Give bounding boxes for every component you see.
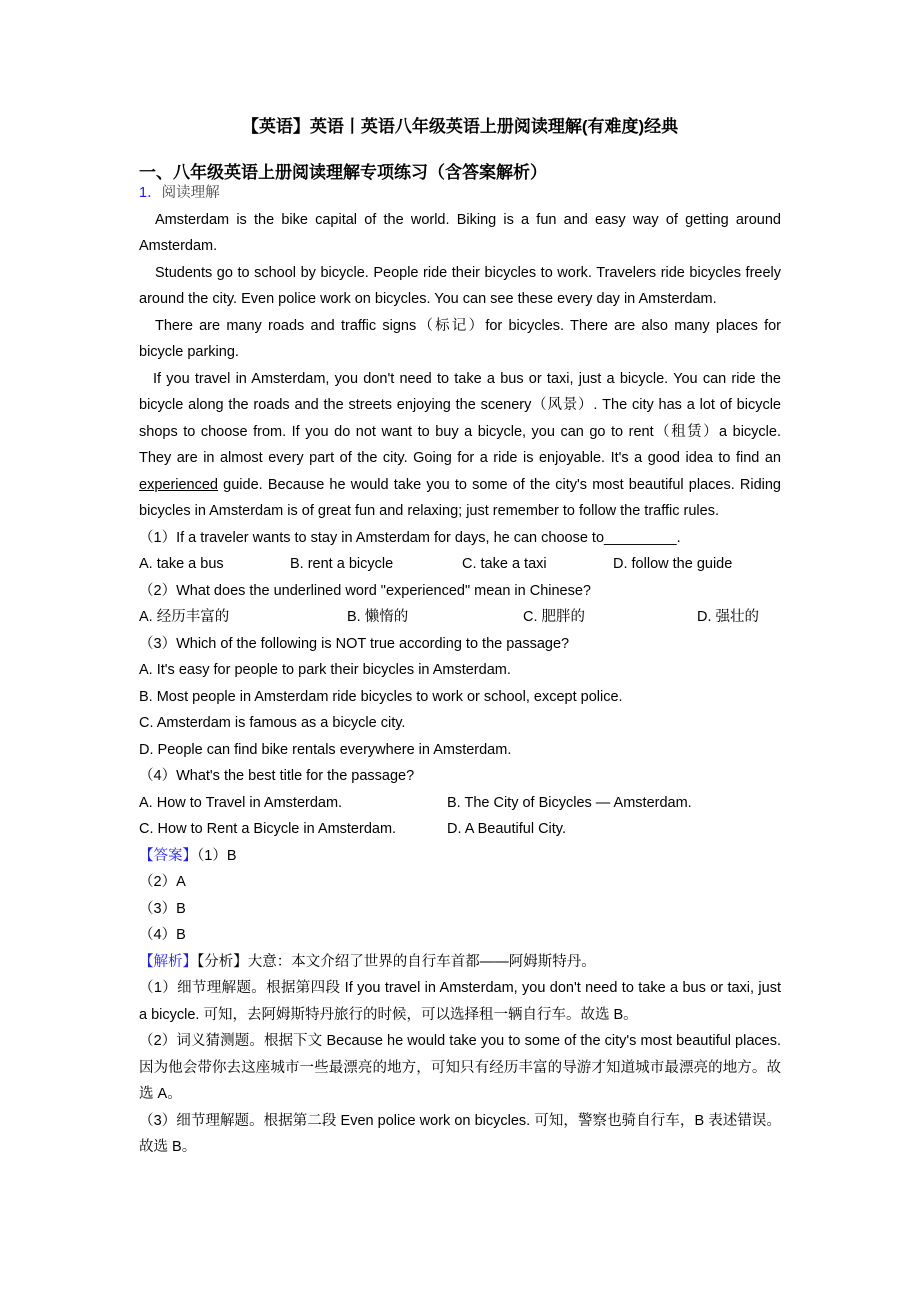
option: A. It's easy for people to park their bicycles in Amsterdam. — [139, 662, 511, 678]
answer-value: （2）A — [139, 874, 186, 890]
analysis-item: （2）词义猜测题。根据下文 Because he would take you to some of the city's most beautiful places. 因为他会带你去这座城市一些最漂亮的地方，可知只有经历丰富的导游才知道城市最漂亮的地方。故选 A。 — [139, 1033, 781, 1102]
passage-paragraph — [139, 366, 781, 525]
option: B. Most people in Amsterdam ride bicycles to work or school, except police. — [139, 688, 623, 705]
answer-value: （1）B — [197, 847, 237, 864]
question-options — [139, 551, 781, 578]
passage-text: guide. Because he would take you to some of the city's most beautiful places. Riding bicycles in Amsterdam is of great fun and relaxing; just remember to follow the traffic rules. — [139, 476, 781, 519]
question-stem: （3）Which of the following is NOT true according to the passage? — [139, 635, 570, 652]
option: C. Amsterdam is famous as a bicycle city. — [139, 715, 406, 731]
passage-paragraph: Amsterdam is the bike capital of the world. Biking is a fun and easy way of getting around Amsterdam. — [139, 211, 781, 254]
passage-text: If you travel in Amsterdam, you don't need to take a bus or taxi, just a bicycle. You can ride the bicycle along the roads and the streets enjoying the scenery（风景）. The city has a lot of bicycle shops to choose from. If you do not want to buy a bicycle, you can go to rent（租赁）a bicycle. They are in almost every part of the city. Going for a ride is enjoyable. It's a good idea to find an — [139, 370, 781, 466]
analysis-item: （1）细节理解题。根据第四段 If you travel in Amsterdam, you don't need to take a bus or taxi, just a bicycle. 可知，去阿姆斯特丹旅行的时候，可以选择租一辆自行车。故选 B。 — [139, 980, 781, 1023]
option: D. follow the guide — [613, 556, 733, 572]
option: A. How to Travel in Amsterdam. — [139, 794, 343, 811]
answer-value: （3）B — [139, 900, 186, 917]
answer-label: 【答案】 — [139, 847, 197, 864]
document-body — [139, 180, 781, 1161]
question-options — [139, 816, 781, 843]
passage-paragraph: There are many roads and traffic signs（标记）for bicycles. There are also many places for bicycle parking. — [139, 317, 781, 360]
analysis-item: （3）细节理解题。根据第二段 Even police work on bicycles. 可知，警察也骑自行车，B 表述错误。故选 B。 — [139, 1112, 781, 1155]
option: C. 肥胖的 — [523, 609, 586, 625]
option: B. The City of Bicycles — Amsterdam. — [447, 794, 692, 811]
question-stem: （4）What's the best title for the passage? — [139, 768, 415, 784]
option: D. People can find bike rentals everywhere in Amsterdam. — [139, 741, 512, 758]
item-header — [139, 180, 781, 207]
passage-paragraph: Students go to school by bicycle. People ride their bicycles to work. Travelers ride bicycles freely around the city. Even police work on bicycles. You can see these every day in Amsterdam. — [139, 264, 781, 307]
option: D. 强壮的 — [697, 609, 760, 625]
section-heading: 一、八年级英语上册阅读理解专项练习（含答案解析） — [139, 163, 547, 182]
option: C. How to Rent a Bicycle in Amsterdam. — [139, 821, 397, 837]
analysis-summary: 【分析】大意：本文介绍了世界的自行车首都——阿姆斯特丹。 — [197, 953, 596, 970]
option: C. take a taxi — [462, 556, 547, 572]
question-stem: （2）What does the underlined word "experienced" mean in Chinese? — [139, 582, 591, 599]
underlined-word: experienced — [139, 476, 218, 493]
option: A. 经历丰富的 — [139, 609, 230, 625]
item-label: 阅读理解 — [161, 185, 220, 201]
question-options — [139, 604, 781, 631]
option: A. take a bus — [139, 556, 224, 572]
answer-value: （4）B — [139, 927, 186, 943]
option: D. A Beautiful City. — [447, 821, 567, 837]
question-options — [139, 790, 781, 817]
analysis-label: 【解析】 — [139, 953, 197, 970]
answer-line — [139, 843, 781, 870]
analysis-line — [139, 949, 781, 976]
option: B. 懒惰的 — [347, 609, 409, 625]
item-number: 1． — [139, 185, 162, 201]
question-stem: （1）If a traveler wants to stay in Amsterdam for days, he can choose to_________. — [139, 529, 681, 546]
document-title: 【英语】英语丨英语八年级英语上册阅读理解(有难度)经典 — [241, 117, 679, 136]
option: B. rent a bicycle — [290, 556, 394, 572]
